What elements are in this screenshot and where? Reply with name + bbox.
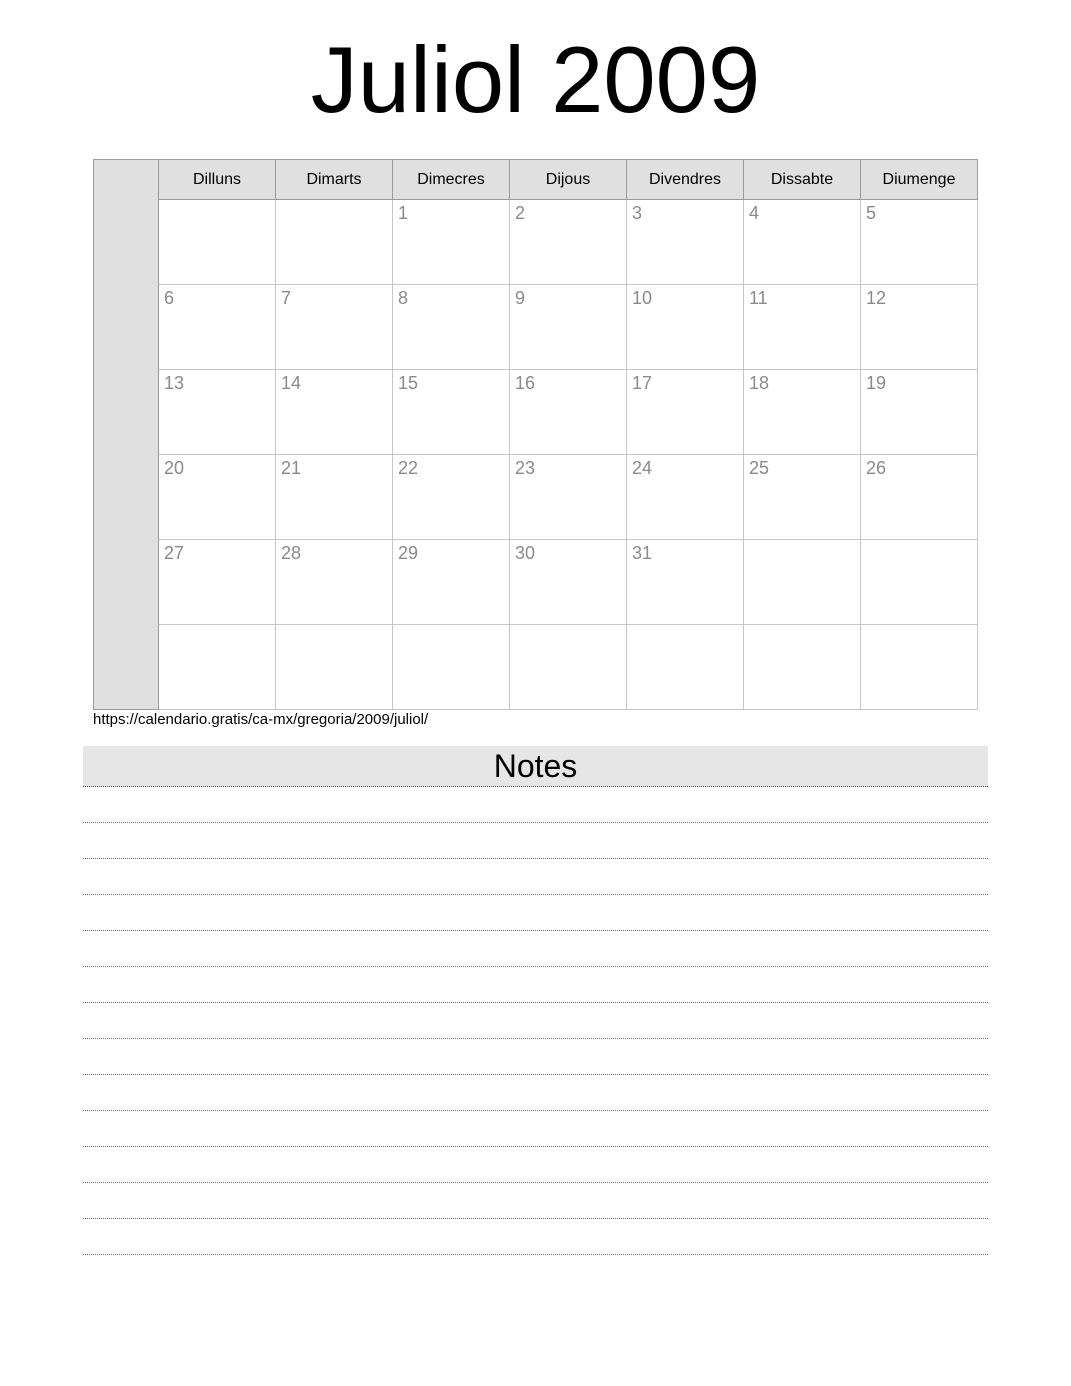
calendar-cell: 9 [510,285,627,370]
calendar-cell [393,625,510,710]
calendar-week-row [94,455,978,540]
calendar-cell [861,540,978,625]
calendar-cell: 12 [861,285,978,370]
calendar-cell [159,625,276,710]
day-header-diumenge: Diumenge [861,160,978,200]
calendar-cell: 30 [510,540,627,625]
calendar-cell: 26 [861,455,978,540]
calendar-cell: 2 [510,200,627,285]
calendar-cell: 23 [510,455,627,540]
calendar-cell: 14 [276,370,393,455]
calendar-cell [276,200,393,285]
calendar-cell: 3 [627,200,744,285]
day-header-divendres: Divendres [627,160,744,200]
calendar-cell: 21 [276,455,393,540]
calendar-cell: 17 [627,370,744,455]
day-header-dimecres: Dimecres [393,160,510,200]
note-line [83,859,988,895]
calendar-week-row [94,370,978,455]
calendar-cell: 7 [276,285,393,370]
calendar-cell [276,625,393,710]
calendar-cell: 5 [861,200,978,285]
calendar-week-row [94,540,978,625]
note-line [83,1075,988,1111]
page-title: Juliol 2009 [310,27,761,132]
calendar-cell [510,625,627,710]
calendar-cell [627,625,744,710]
calendar-cell: 11 [744,285,861,370]
calendar-cell: 25 [744,455,861,540]
calendar-cell: 19 [861,370,978,455]
note-line [83,787,988,823]
notes-lines [83,787,988,1255]
calendar-header-row [94,160,978,200]
calendar-cell: 1 [393,200,510,285]
day-header-dimarts: Dimarts [276,160,393,200]
day-header-dijous: Dijous [510,160,627,200]
calendar-cell: 27 [159,540,276,625]
note-line [83,1219,988,1255]
calendar-cell [159,200,276,285]
calendar-cell: 31 [627,540,744,625]
calendar-cell [744,625,861,710]
calendar-week-row [94,625,978,710]
notes-section [83,746,988,1255]
calendar-cell: 22 [393,455,510,540]
calendar-corner-cell [94,160,159,710]
note-line [83,1039,988,1075]
calendar-cell: 16 [510,370,627,455]
calendar-table [93,159,978,710]
calendar-cell: 29 [393,540,510,625]
calendar-cell: 6 [159,285,276,370]
calendar-cell: 10 [627,285,744,370]
calendar-cell: 4 [744,200,861,285]
calendar-cell: 28 [276,540,393,625]
notes-title: Notes [493,748,578,784]
notes-header [83,746,988,787]
note-line [83,1147,988,1183]
note-line [83,1003,988,1039]
calendar-week-row [94,285,978,370]
day-header-dilluns: Dilluns [159,160,276,200]
calendar-cell [744,540,861,625]
note-line [83,823,988,859]
note-line [83,931,988,967]
calendar-cell: 8 [393,285,510,370]
calendar-cell: 15 [393,370,510,455]
calendar-cell: 18 [744,370,861,455]
calendar-week-row [94,200,978,285]
note-line [83,1183,988,1219]
note-line [83,895,988,931]
calendar-cell: 13 [159,370,276,455]
calendar-cell: 24 [627,455,744,540]
note-line [83,1111,988,1147]
calendar-cell [861,625,978,710]
calendar-cell: 20 [159,455,276,540]
source-url: https://calendario.gratis/ca-mx/gregoria/2009/juliol/ [93,711,429,728]
note-line [83,967,988,1003]
day-header-dissabte: Dissabte [744,160,861,200]
